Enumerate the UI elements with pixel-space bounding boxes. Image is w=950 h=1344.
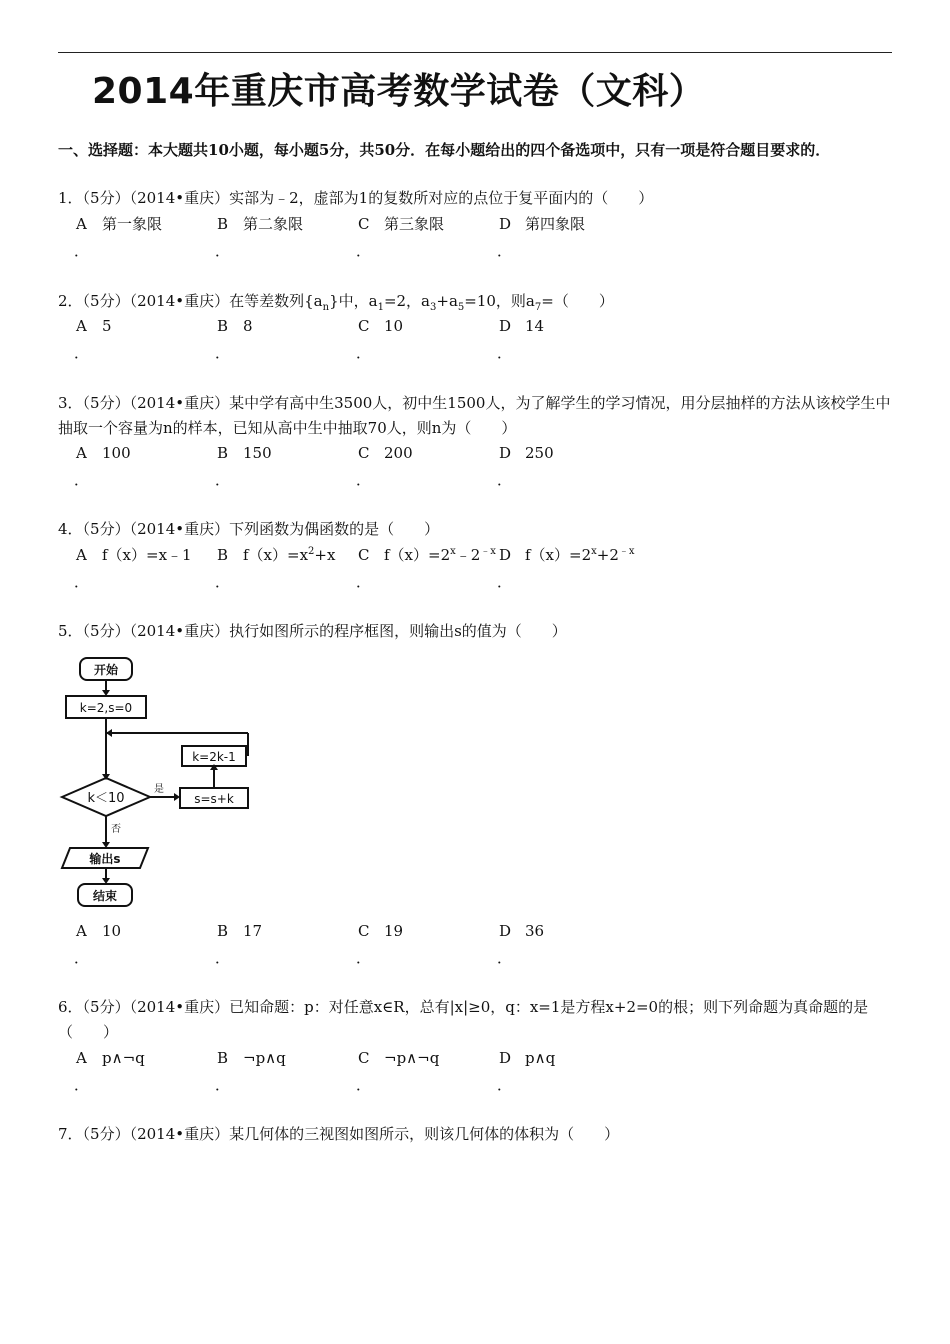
question-3: 3．（5分）（2014•重庆）某中学有高中生3500人，初中生1500人，为了解学生的学习情况，用分层抽样的方法从该校学生中抽取一个容量为n的样本，已知从高中生中抽取70人，则n为（ ） <box>58 394 891 437</box>
flow-no-label: 否 <box>111 824 121 835</box>
q1-option-b: B 第二象限 <box>217 215 304 233</box>
option-dot: ． <box>356 471 372 489</box>
q2-option-a: A 5 <box>76 317 112 335</box>
flow-condition-label: k＜10 <box>87 791 125 806</box>
question-7: 7．（5分）（2014•重庆）某几何体的三视图如图所示，则该几何体的体积为（ ） <box>58 1125 620 1143</box>
page-title: 2014年重庆市高考数学试卷（文科） <box>92 71 706 112</box>
q5-option-d: D 36 <box>499 922 545 940</box>
question-1: 1．（5分）（2014•重庆）实部为﹣2，虚部为1的复数所对应的点位于复平面内的（ ） <box>58 189 654 207</box>
q3-option-b: B 150 <box>217 444 272 462</box>
question-4: 4．（5分）（2014•重庆）下列函数为偶函数的是（ ） <box>58 520 440 538</box>
option-dot: ． <box>356 573 372 591</box>
option-dot: ． <box>497 344 513 362</box>
q4-option-a: A f（x）=x﹣1 <box>76 546 192 564</box>
option-dot: ． <box>74 242 90 260</box>
option-dot: ． <box>497 949 513 967</box>
q1-option-d: D 第四象限 <box>499 215 586 233</box>
option-dot: ． <box>74 471 90 489</box>
option-dot: ． <box>215 1076 231 1094</box>
flow-update-s-label: s=s+k <box>194 792 234 806</box>
option-dot: ． <box>215 471 231 489</box>
q3-option-d: D 250 <box>499 444 554 462</box>
option-dot: ． <box>74 573 90 591</box>
q4-option-c: C $f(x)=2^x﹣2^{﹣x}$ <box>358 546 496 564</box>
q1-option-c: C 第三象限 <box>358 215 445 233</box>
option-dot: ． <box>74 949 90 967</box>
option-dot: ． <box>215 344 231 362</box>
q6-option-d: D p∧q <box>499 1049 556 1067</box>
option-dot: ． <box>356 344 372 362</box>
option-dot: ． <box>356 1076 372 1094</box>
option-dot: ． <box>497 1076 513 1094</box>
option-dot: ． <box>497 573 513 591</box>
flow-end-label: 结束 <box>92 889 118 903</box>
option-dot: ． <box>215 573 231 591</box>
section-heading: 一、选择题：本大题共10小题，每小题5分，共50分．在每小题给出的四个备选项中，只有一项是符合题目要求的． <box>58 141 831 159</box>
option-dot: ． <box>356 949 372 967</box>
option-dot: ． <box>356 242 372 260</box>
flow-start-label: 开始 <box>93 663 119 677</box>
q3-option-c: C 200 <box>358 444 413 462</box>
flow-yes-label: 是 <box>154 784 164 795</box>
q3-option-a: A 100 <box>76 444 131 462</box>
q5-option-b: B 17 <box>217 922 263 940</box>
q5-option-a: A 10 <box>76 922 122 940</box>
question-6: 6．（5分）（2014•重庆）已知命题：p：对任意x∈R，总有|x|≥0，q：x=1是方程x+2=0的根；则下列命题为真命题的是（ ） <box>58 998 869 1041</box>
header-rule <box>58 52 892 53</box>
option-dot: ． <box>74 344 90 362</box>
flow-output-label: 输出s <box>89 852 121 866</box>
q2-option-b: B 8 <box>217 317 253 335</box>
flow-update-k-label: k=2k-1 <box>192 750 236 764</box>
option-dot: ． <box>215 949 231 967</box>
option-dot: ． <box>74 1076 90 1094</box>
q1-option-a: A 第一象限 <box>76 215 163 233</box>
q6-option-c: C ¬p∧¬q <box>358 1049 440 1067</box>
q6-option-a: A p∧¬q <box>76 1049 145 1067</box>
flowchart <box>58 654 258 914</box>
q4-option-d: D $f(x)=2^x+2^{﹣x}$ <box>499 546 635 564</box>
q2-option-d: D 14 <box>499 317 545 335</box>
question-2: 2．（5分）（2014•重庆）在等差数列$\{a_n\}$中，$a_1=2$，$a_3+a_5=10$，则$a_7=$（ ） <box>58 292 614 313</box>
option-dot: ． <box>497 242 513 260</box>
option-dot: ． <box>497 471 513 489</box>
q2-option-c: C 10 <box>358 317 404 335</box>
q4-option-b: B $f(x)=x^2+x$ <box>217 546 336 564</box>
question-5: 5．（5分）（2014•重庆）执行如图所示的程序框图，则输出s的值为（ ） <box>58 622 567 640</box>
q6-option-b: B ¬p∧q <box>217 1049 286 1067</box>
flow-init-label: k=2,s=0 <box>79 701 133 715</box>
q5-option-c: C 19 <box>358 922 404 940</box>
option-dot: ． <box>215 242 231 260</box>
